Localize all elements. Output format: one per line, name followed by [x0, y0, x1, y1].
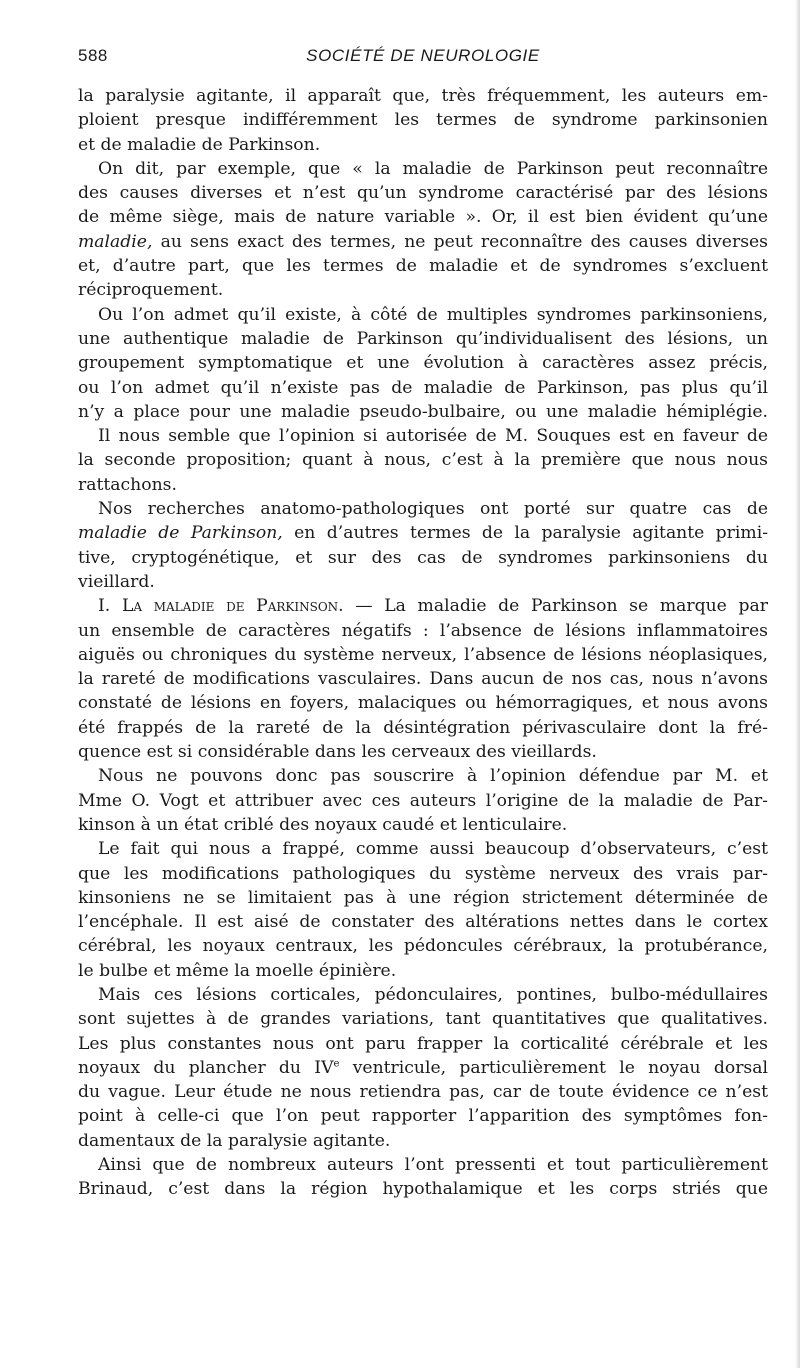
text-line: et, d’autre part, que les termes de maladie et de syndromes s’excluent — [78, 256, 768, 277]
text-line: le bulbe et même la moelle épinière. — [78, 960, 397, 981]
page-edge-shadow — [795, 0, 800, 1368]
text-line: réciproquement. — [78, 280, 224, 301]
text-line: du vague. Leur étude ne nous retiendra pas, car de toute évidence ce n’est — [78, 1082, 768, 1103]
text-line: Le fait qui nous a frappé, comme aussi beaucoup d’observateurs, c’est — [98, 839, 768, 860]
italic-term: maladie de Parkinson, — [78, 523, 283, 544]
text-line: rattachons. — [78, 474, 177, 495]
text-line: Nos recherches anatomo-pathologiques ont porté sur quatre cas de — [98, 499, 768, 520]
text-line: une authentique maladie de Parkinson qu’individualisent des lésions, un — [78, 328, 768, 349]
running-title: SOCIÉTÉ DE NEUROLOGIE — [306, 46, 540, 65]
text-line: cérébral, les noyaux centraux, les pédoncules cérébraux, la protubérance, — [78, 936, 768, 957]
superscript: e — [333, 1058, 340, 1070]
text-line: quence est si considérable dans les cerveaux des vieillards. — [78, 742, 597, 763]
text-line: Ou l’on admet qu’il existe, à côté de multiples syndromes parkinsoniens, — [98, 304, 768, 325]
text-line: la rareté de modifications vasculaires. Dans aucun de nos cas, nous n’avons — [78, 669, 768, 690]
text-line: Mais ces lésions corticales, pédonculaires, pontines, bulbo-médullaires — [98, 984, 768, 1005]
text-line: de même siège, mais de nature variable ». Or, il est bien évident qu’une — [78, 207, 768, 228]
text-line: n’y a place pour une maladie pseudo-bulbaire, ou une maladie hémiplégie. — [78, 401, 768, 422]
text-line: groupement symptomatique et une évolution à caractères assez précis, — [78, 353, 768, 374]
text-line: damentaux de la paralysie agitante. — [78, 1130, 391, 1151]
text-line: ou l’on admet qu’il n’existe pas de maladie de Parkinson, pas plus qu’il — [78, 377, 768, 398]
text-line: Brinaud, c’est dans la région hypothalamique et les corps striés que — [78, 1179, 768, 1200]
text-line: ploient presque indifféremment les termes de syndrome parkinsonien — [78, 110, 768, 131]
section-number: I. — [98, 596, 111, 617]
text-line: Les plus constantes nous ont paru frapper la corticalité cérébrale et les — [78, 1033, 768, 1054]
section-title: La maladie de Parkinson. — [121, 596, 344, 617]
text-line: constaté de lésions en foyers, malaciques ou hémorragiques, et nous avons — [78, 693, 768, 714]
text-line: l’encéphale. Il est aisé de constater des altérations nettes dans le cortex — [78, 912, 768, 933]
section-heading-line: I. La maladie de Parkinson. — La maladie de Parkinson se marque par — [98, 596, 768, 617]
text-line: que les modifications pathologiques du système nerveux des vrais par- — [78, 863, 768, 884]
text-line: Ainsi que de nombreux auteurs l’ont pressenti et tout particulièrement — [98, 1155, 768, 1176]
text-line: kinson à un état criblé des noyaux caudé et lenticulaire. — [78, 814, 568, 835]
page-header — [78, 44, 768, 72]
text-line: maladie de Parkinson, en d’autres termes de la paralysie agitante primi- — [78, 523, 769, 544]
text-line: maladie, au sens exact des termes, ne peut reconnaître des causes diverses — [78, 231, 769, 252]
text-line: sont sujettes à de grandes variations, tant quantitatives que qualitatives. — [78, 1009, 768, 1030]
text-line: Mme O. Vogt et attribuer avec ces auteurs l’origine de la maladie de Par- — [78, 790, 768, 811]
text-line: aiguës ou chroniques du système nerveux, l’absence de lésions néoplasiques, — [78, 644, 768, 665]
text-line: la seconde proposition; quant à nous, c’est à la première que nous nous — [78, 450, 768, 471]
text-line: et de maladie de Parkinson. — [78, 134, 321, 155]
text-line: la paralysie agitante, il apparaît que, très fréquemment, les auteurs em- — [78, 86, 768, 106]
italic-term: maladie, — [78, 231, 153, 252]
text-line: noyaux du plancher du IVe ventricule, particulièrement le noyau dorsal — [78, 1057, 768, 1078]
text-line: tive, cryptogénétique, et sur des cas de syndromes parkinsoniens du — [78, 547, 768, 568]
text-line: vieillard. — [78, 571, 155, 592]
text-line: des causes diverses et n’est qu’un syndrome caractérisé par des lésions — [78, 183, 768, 204]
body-text — [78, 84, 768, 1202]
page-number: 588 — [78, 46, 108, 65]
text-line: kinsoniens ne se limitaient pas à une région strictement déterminée de — [78, 887, 768, 908]
text-line: point à celle-ci que l’on peut rapporter l’apparition des symptômes fon- — [78, 1106, 768, 1127]
text-line: un ensemble de caractères négatifs : l’absence de lésions inflammatoires — [78, 620, 768, 641]
text-line: Il nous semble que l’opinion si autorisée de M. Souques est en faveur de — [98, 426, 768, 447]
text-line: été frappés de la rareté de la désintégration périvasculaire dont la fré- — [78, 717, 768, 738]
text-line: On dit, par exemple, que « la maladie de Parkinson peut reconnaître — [98, 158, 768, 179]
text-line: Nous ne pouvons donc pas souscrire à l’opinion défendue par M. et — [98, 766, 768, 787]
